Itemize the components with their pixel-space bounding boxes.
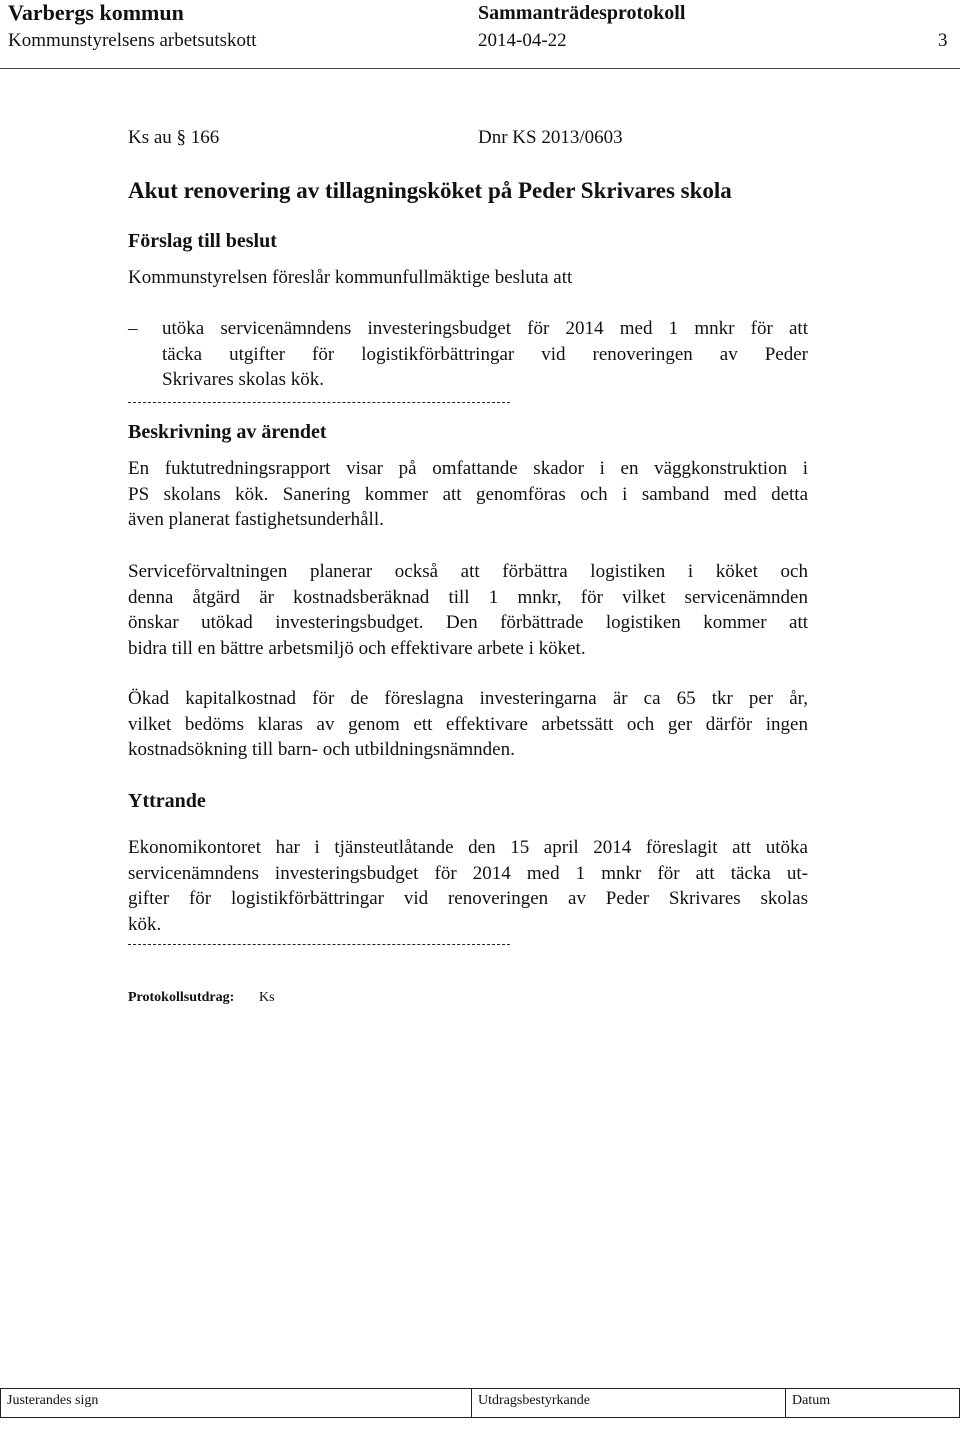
date-cell: Datum <box>792 1393 831 1408</box>
text-line: Ökad kapitalkostnad för de föreslagna investeringarna är ca 65 tkr per år, <box>128 688 808 709</box>
dashed-separator <box>128 944 510 945</box>
text-line: vilket bedöms klaras av genom ett effektivare arbetssätt och ger därför ingen <box>128 713 808 735</box>
text-line: Skrivares skolas kök. <box>162 369 325 390</box>
text-line: även planerat fastighetsunderhåll. <box>128 509 384 530</box>
description-paragraph <box>128 456 808 533</box>
text-line: kök. <box>128 913 162 935</box>
statement-paragraph <box>128 835 808 937</box>
page-number: 3 <box>938 30 948 51</box>
text-line: utöka servicenämndens investeringsbudget för 2014 med 1 mnkr för att <box>162 318 808 339</box>
text-line: bidra till en bättre arbetsmiljö och effektivare arbete i köket. <box>128 637 586 659</box>
description-paragraph <box>128 559 808 661</box>
text-line: servicenämndens investeringsbudget för 2014 med 1 mnkr för att täcka ut- <box>128 862 808 884</box>
extract-recipient: Ks <box>259 990 275 1005</box>
text-line: önskar utökad investeringsbudget. Den förbättrade logistiken kommer att <box>128 612 808 633</box>
signature-footer <box>0 1388 960 1418</box>
organization-name: Varbergs kommun <box>8 0 184 25</box>
extract-label: Protokollsutdrag: <box>128 990 235 1005</box>
text-line: denna åtgärd är kostnadsberäknad till 1 mnkr, för vilket servicenämnden <box>128 586 808 608</box>
text-line: En fuktutredningsrapport visar på omfattande skador i en väggkonstruktion i <box>128 458 808 479</box>
header-divider <box>0 68 960 69</box>
proposal-heading: Förslag till beslut <box>128 230 277 252</box>
meeting-date: 2014-04-22 <box>478 30 567 51</box>
text-line: Ekonomikontoret har i tjänsteutlåtande den 15 april 2014 föreslagit att utöka <box>128 837 808 858</box>
section-number: Ks au § 166 <box>128 127 220 148</box>
text-line: kostnadsökning till barn- och utbildningsnämnden. <box>128 739 515 760</box>
text-line: Serviceförvaltningen planerar också att förbättra logistiken i köket och <box>128 561 808 582</box>
proposal-intro: Kommunstyrelsen föreslår kommunfullmäktige besluta att <box>128 267 573 288</box>
extract-certification-cell: Utdragsbestyrkande <box>472 1389 786 1417</box>
text-line: gifter för logistikförbättringar vid renoveringen av Peder Skrivares skolas <box>128 888 808 909</box>
statement-heading: Yttrande <box>128 790 206 812</box>
dashed-separator <box>128 402 510 403</box>
case-reference: Dnr KS 2013/0603 <box>478 127 623 148</box>
adjuster-sign-cell: Justerandes sign <box>1 1389 472 1417</box>
case-title: Akut renovering av tillagningsköket på Peder Skrivares skola <box>128 178 732 203</box>
description-paragraph <box>128 686 808 763</box>
committee-name: Kommunstyrelsens arbetsutskott <box>8 30 257 51</box>
bullet-marker: – <box>128 318 138 339</box>
description-heading: Beskrivning av ärendet <box>128 421 327 443</box>
document-type: Sammanträdesprotokoll <box>478 2 686 24</box>
text-line: PS skolans kök. Sanering kommer att genomföras och i samband med detta <box>128 483 808 505</box>
proposal-bullet-text <box>162 316 808 393</box>
text-line: täcka utgifter för logistikförbättringar vid renoveringen av Peder <box>162 343 808 365</box>
